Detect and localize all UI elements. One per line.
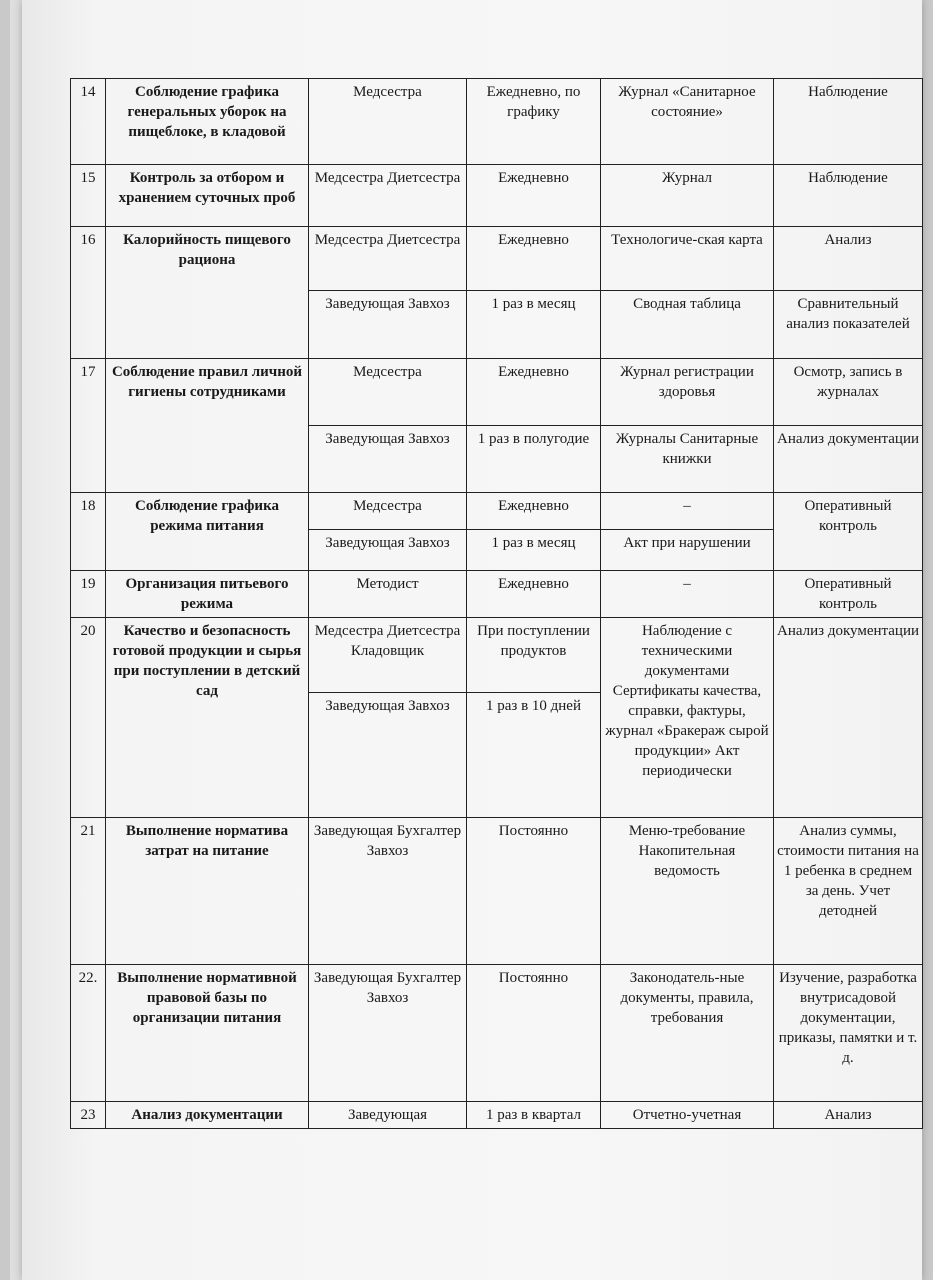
control-item: Соблюдение правил личной гигиены сотрудниками <box>106 359 309 493</box>
row-number: 17 <box>71 359 106 493</box>
row-number: 22. <box>71 965 106 1102</box>
responsible-cell: Заведующая Бухгалтер Завхоз <box>309 818 467 965</box>
control-item: Соблюдение графика режима питания <box>106 493 309 571</box>
document-cell: Отчетно-учетная <box>601 1102 774 1129</box>
frequency-cell: 1 раз в квартал <box>467 1102 601 1129</box>
table-row <box>71 493 923 530</box>
table-row <box>71 165 923 227</box>
frequency-cell: При поступлении продуктов <box>467 618 601 693</box>
responsible-cell: Методист <box>309 571 467 618</box>
control-item: Организация питьевого режима <box>106 571 309 618</box>
frequency-cell: Постоянно <box>467 965 601 1102</box>
method-cell: Оперативный контроль <box>774 493 923 571</box>
method-cell: Оперативный контроль <box>774 571 923 618</box>
frequency-cell: Ежедневно, по графику <box>467 79 601 165</box>
frequency-cell: Ежедневно <box>467 165 601 227</box>
responsible-cell: Медсестра Диетсестра Кладовщик <box>309 618 467 693</box>
responsible-cell: Медсестра <box>309 359 467 426</box>
responsible-cell: Медсестра <box>309 79 467 165</box>
document-cell: Наблюдение с техническими документами Сертификаты качества, справки, фактуры, журнал «Бракераж сырой продукции» Акт периодически <box>601 618 774 818</box>
control-item: Соблюдение графика генеральных уборок на пищеблоке, в кладовой <box>106 79 309 165</box>
document-cell: Журналы Санитарные книжки <box>601 426 774 493</box>
method-cell: Анализ документации <box>774 426 923 493</box>
control-item: Анализ документации <box>106 1102 309 1129</box>
row-number: 21 <box>71 818 106 965</box>
document-cell: Меню-требование Накопительная ведомость <box>601 818 774 965</box>
table-row <box>71 818 923 965</box>
row-number: 19 <box>71 571 106 618</box>
row-number: 20 <box>71 618 106 818</box>
responsible-cell: Заведующая <box>309 1102 467 1129</box>
document-cell: Законодатель-ные документы, правила, требования <box>601 965 774 1102</box>
control-item: Калорийность пищевого рациона <box>106 227 309 359</box>
table-row <box>71 618 923 693</box>
document-cell: – <box>601 493 774 530</box>
frequency-cell: Постоянно <box>467 818 601 965</box>
row-number: 18 <box>71 493 106 571</box>
table-row <box>71 571 923 618</box>
document-cell: Сводная таблица <box>601 291 774 359</box>
table-row <box>71 79 923 165</box>
method-cell: Осмотр, запись в журналах <box>774 359 923 426</box>
responsible-cell: Заведующая Завхоз <box>309 426 467 493</box>
responsible-cell: Медсестра <box>309 493 467 530</box>
document-cell: Журнал <box>601 165 774 227</box>
method-cell: Изучение, разработка внутрисадовой документации, приказы, памятки и т. д. <box>774 965 923 1102</box>
frequency-cell: Ежедневно <box>467 359 601 426</box>
method-cell: Сравнительный анализ показателей <box>774 291 923 359</box>
frequency-cell: Ежедневно <box>467 571 601 618</box>
method-cell: Анализ <box>774 1102 923 1129</box>
frequency-cell: 1 раз в месяц <box>467 291 601 359</box>
method-cell: Наблюдение <box>774 165 923 227</box>
table-row <box>71 227 923 291</box>
responsible-cell: Заведующая Завхоз <box>309 291 467 359</box>
responsible-cell: Заведующая Бухгалтер Завхоз <box>309 965 467 1102</box>
document-cell: – <box>601 571 774 618</box>
method-cell: Наблюдение <box>774 79 923 165</box>
table-row <box>71 359 923 426</box>
control-item: Качество и безопасность готовой продукции и сырья при поступлении в детский сад <box>106 618 309 818</box>
method-cell: Анализ документации <box>774 618 923 818</box>
table-row <box>71 965 923 1102</box>
responsible-cell: Заведующая Завхоз <box>309 693 467 818</box>
responsible-cell: Медсестра Диетсестра <box>309 165 467 227</box>
frequency-cell: 1 раз в месяц <box>467 530 601 571</box>
table-row <box>71 1102 923 1129</box>
document-cell: Технологиче-ская карта <box>601 227 774 291</box>
row-number: 23 <box>71 1102 106 1129</box>
row-number: 15 <box>71 165 106 227</box>
control-item: Контроль за отбором и хранением суточных проб <box>106 165 309 227</box>
document-cell: Акт при нарушении <box>601 530 774 571</box>
row-number: 14 <box>71 79 106 165</box>
responsible-cell: Медсестра Диетсестра <box>309 227 467 291</box>
control-item: Выполнение норматива затрат на питание <box>106 818 309 965</box>
document-cell: Журнал «Санитарное состояние» <box>601 79 774 165</box>
control-table <box>70 78 923 1129</box>
control-item: Выполнение нормативной правовой базы по организации питания <box>106 965 309 1102</box>
method-cell: Анализ <box>774 227 923 291</box>
frequency-cell: 1 раз в 10 дней <box>467 693 601 818</box>
row-number: 16 <box>71 227 106 359</box>
method-cell: Анализ суммы, стоимости питания на 1 ребенка в среднем за день. Учет детодней <box>774 818 923 965</box>
frequency-cell: Ежедневно <box>467 493 601 530</box>
document-cell: Журнал регистрации здоровья <box>601 359 774 426</box>
responsible-cell: Заведующая Завхоз <box>309 530 467 571</box>
frequency-cell: 1 раз в полугодие <box>467 426 601 493</box>
frequency-cell: Ежедневно <box>467 227 601 291</box>
